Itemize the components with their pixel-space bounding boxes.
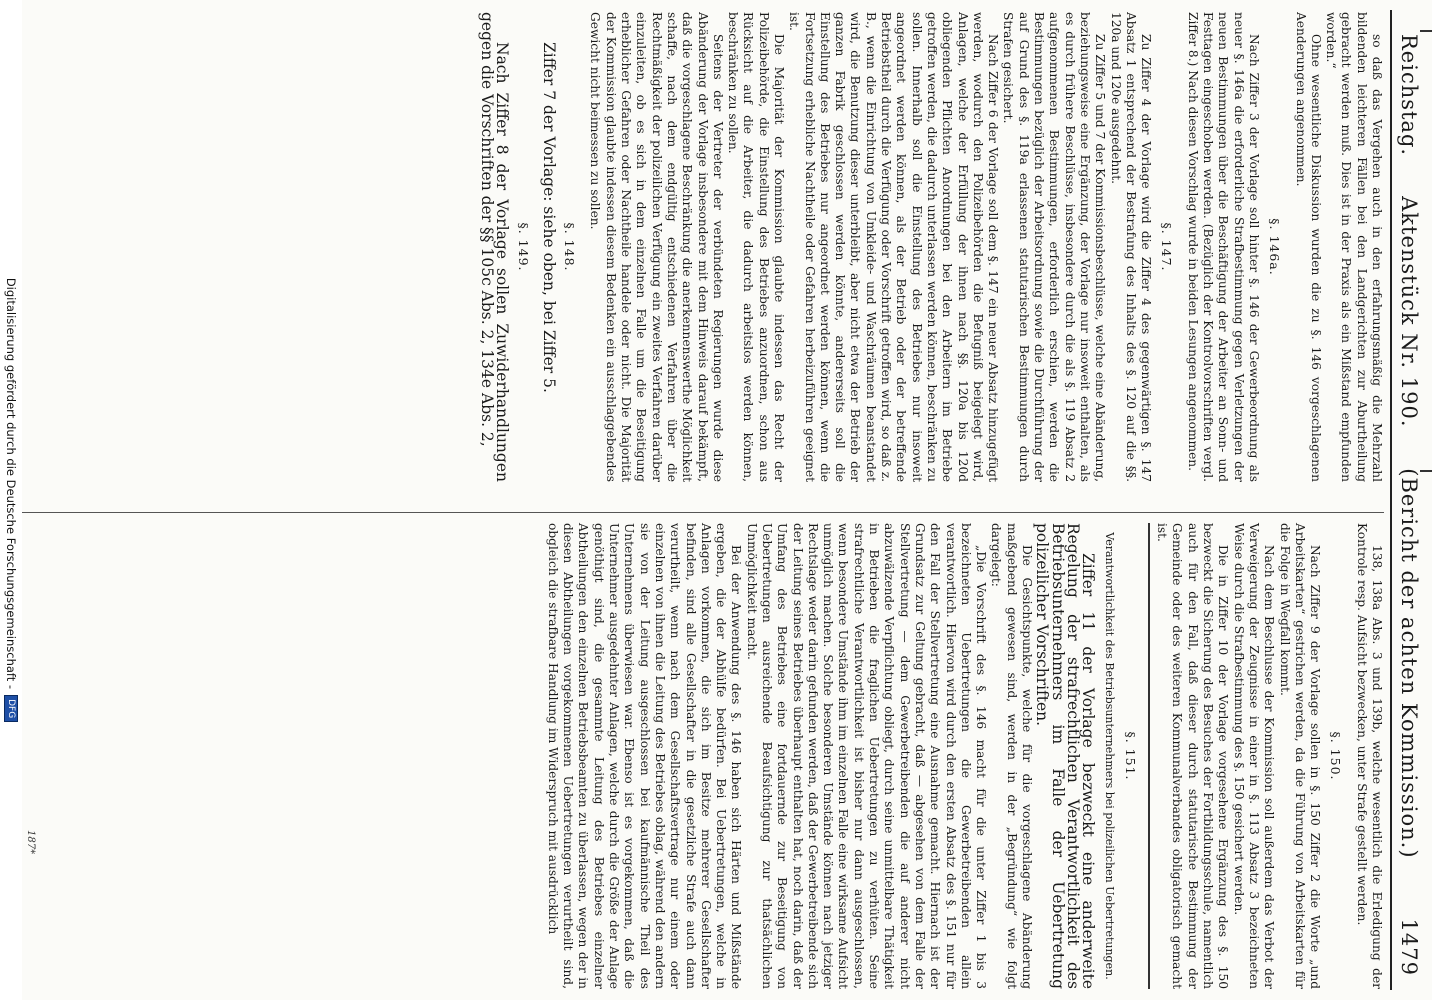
- page-header: [1390, 10, 1426, 990]
- paragraph: Zu Ziffer 4 der Vorlage wird die Ziffer 4 des gegenwärtigen §. 147 Absatz 1 entsprechend der Bestrafung des Inhalts des §. 120 auf die §§. 120a und 120e ausgedehnt.: [1108, 12, 1154, 482]
- paragraph: Seitens der Vertreter der verbündeten Regierungen wurde diese Abänderung der Vorlage insbesondere mit dem Hinweis darauf bekämpft, daß die vorgeschlagene Beschränkung die anerkennenswerthe Möglichkeit schaffe, nach dem endgültig entschiedenen Verfahren über die Rechtmäßigkeit der polizeilichen Verfügung ein zweites Verfahren darüber einzuleiten, ob es sich in dem einzelnen Falle um die Beseitigung erheblicher Gefahren oder Nachtheile handele oder nicht. Die Majorität der Kommission glaubte indessen diesem Bedenken ein ausschlaggebendes Gewicht nicht beimessen zu sollen.: [588, 12, 725, 482]
- text-column-left: [10, 12, 1384, 482]
- page-number: 1479: [1397, 918, 1421, 976]
- section-divider: [1148, 523, 1150, 989]
- paragraph: Die Gesichtspunkte, welche für die vorgeschlagene Abänderung maßgebend gewesen sind, werden in der „Begründung“ wie folgt dargelegt:: [989, 523, 1035, 989]
- dfg-logo: DFG: [4, 695, 18, 722]
- paragraph: Ziffer 7 der Vorlage: siehe oben, bei Ziffer 5.: [539, 42, 558, 393]
- section-heading: §. 148.: [562, 222, 578, 272]
- header-left-title: Reichstag.: [1397, 34, 1421, 157]
- paragraph: so daß das Vergehen auch in den erfahrungsmäßig die Mehrzahl bildenden leichteren Fällen bei den Landgerichten zur Aburtheilung gebracht werden muß. Dies ist in der Praxis als ein Mißstand empfunden worden.“: [1324, 12, 1384, 482]
- paragraph: Ohne wesentliche Diskussion wurden die zu §. 146 vorgeschlagenen Aenderungen angenommen.: [1293, 12, 1323, 482]
- paragraph: Die Majorität der Kommission glaubte indessen das Recht der Polizeibehörde, die Einstellung des Betriebes anzuordnen, schon aus Rücksicht auf die Arbeiter, die dadurch arbeitslos werden können, beschränken zu sollen.: [726, 12, 787, 482]
- paragraph: „Die Vorschrift des §. 146 macht für die unter Ziffer 1 bis 3 bezeichneten Uebertretungen die Gewerbetreibenden allein verantwortlich. Hiervon wird durch den ersten Absatz des §. 151 nur für den Fall der Stellvertretung eine Ausnahme gemacht. Hiernach ist der Grundsatz zur Geltung gebracht, daß — abgesehen von dem Falle der Stellvertretung — dem Gewerbetreibenden die auf anderer nicht abzuwälzende Verpflichtung obliegt, durch seine unmittelbare Thätigkeit in Betrieben die fraglichen Uebertretungen zu verhüten. Seine strafrechtliche Verantwortlichkeit ist bisher nur dann ausgeschlossen, wenn besondere Umstände ihm im einzelnen Falle eine wirksame Aufsicht unmöglich machen. Solche besonderen Umstände können nach jetziger Rechtslage weder darin gefunden werden, daß der Gewerbetreibende sich der Leitung seines Betriebes überhaupt enthalten hat, noch darin, daß der Umfang des Betriebes eine fortdauernde zur Beseitigung von Uebertretungen ausreichende Beaufsichtigung zur thatsächlichen Unmöglichkeit macht.: [744, 523, 989, 989]
- digitization-footer: [0, 0, 22, 1000]
- section-heading: §. 147.: [1159, 222, 1175, 272]
- paragraph: Zu Ziffer 5 und 7 der Kommissionsbeschlüsse, welche eine Abänderung, beziehungsweise eine Ergänzung, der Vorlage nur insoweit enthalten, als es durch frühere Beschlüsse, insbesondere durch die als §. 119 Absatz 2 aufgenommenen Bestimmungen, erforderlich erschien, werden die Bestimmungen bezüglich der Arbeitsordnung sowie die Durchführung der auf Grund des §. 119a erlassenen statutarischen Bestimmungen durch Strafen gesichert.: [1001, 12, 1108, 482]
- footer-text: Digitalisierung gefördert durch die Deutsche Forschungsgemeinschaft -: [4, 277, 18, 690]
- paragraph: Nach Ziffer 8 der Vorlage sollen Zuwiderhandlungen gegen die Vorschriften der §§ 105c Abs. 2, 134e Abs. 2,: [477, 12, 512, 482]
- paragraph: Nach Ziffer 9 der Vorlage sollen in §. 150 Ziffer 2 die Worte „und Arbeitskarten“ gestrichen werden, da die Führung von Arbeitskarten für die Folge in Wegfall kommt.: [1277, 523, 1323, 989]
- paragraph: Nach Ziffer 6 der Vorlage soll dem §. 147 ein neuer Absatz hinzugefügt werden, wodurch den Polizeibehörden die Befugniß beigelegt wird, Anlagen, welche der Erfüllung der ihnen nach §§. 120a bis 120d obliegenden Pflichten Anordnungen bei den Arbeitern im Betriebe getroffen werden, die dadurch unterlassen werden können, beschränken zu sollen. Innerhalb soll die Einstellung des Betriebes nur insoweit angeordnet werden können, als der Betrieb oder der betreffende Betriebstheil durch die Verfügung oder Vorschrift getroffen wird, so daß z. B., wenn die Einrichtung von Umkleide- und Waschräumen beanstandet wird, die Benutzung dieser unterbleibt, aber nicht etwa der Betrieb der ganzen Fabrik geschlossen werden könnte, andererseits soll die Einstellung des Betriebes nur angeordnet werden können, wenn die Fortsetzung erhebliche Nachtheile oder Gefahren herbeizuführen geeignet ist.: [787, 12, 1001, 482]
- section-heading: §. 151.: [1122, 731, 1138, 781]
- signature-mark: 187*: [25, 830, 36, 855]
- section-subheading: Verantwortlichkeit des Betriebsunternehmers bei polizeilichen Uebertretungen.: [1102, 532, 1116, 980]
- paragraph: Die in Ziffer 10 der Vorlage vorgesehene Ergänzung des §. 150 bezweckt die Sicherung des Besuches der Fortbildungsschule, namentlich auch für den Fall, daß dieser durch statutarische Bestimmung der Gemeinde oder des weiteren Kommunalverbandes obligatorisch gemacht ist.: [1155, 523, 1231, 989]
- paragraph: 138, 138a Abs. 3 und 139b, welche wesentlich die Erledigung der Kontrole resp. Aufsicht bezwecken, unter Strafe gestellt werden.: [1354, 523, 1384, 989]
- header-right-title: (Bericht der achten Kommission.): [1397, 468, 1421, 859]
- paragraph: Bei der Anwendung des §. 146 haben sich Härten und Mißstände ergeben, die der Abhülfe bedürfen. Bei Uebertretungen, welche in Anlagen vorkommen, die sich im Besitze mehrerer Gesellschafter befinden, sind alle Gesellschafter in die gesetzliche Strafe auch dann verurtheilt, wenn nach dem Gesellschaftsvertrage nur einem oder einzelnen von ihnen die Leitung des Betriebes oblag, während den andern sie von der Leitung ausgeschlossen bei kaufmännische Theil des Unternehmens überwiesen war. Ebenso ist es vorgekommen, daß die Unternehmer ausgedehnter Anlagen, welche durch die Größe der Anlage genöthigt sind, die gesammte Leitung des Betriebes einzelner Abtheilungen den einzelnen Betriebsbeamten zu überlassen, wegen der in diesen Abtheilungen vorgekommenen Uebertretungen verurtheilt sind, obgleich die strafbare Handlung im Widerspruch mit ausdrücklich: [545, 523, 744, 989]
- section-heading: §. 146a.: [1267, 218, 1283, 276]
- document-number: Aktenstück Nr. 190.: [1397, 196, 1421, 428]
- paragraph: Nach Ziffer 3 der Vorlage soll hinter §. 146 der Gewerbeordnung als neuer §. 146a die erforderliche Strafbestimmung gegen Verletzungen der neuen Bestimmungen über die Beschäftigung der Arbeiter an Sonn- und Festtagen eingeschoben werden. (Bezüglich der Kontrolvorschriften vergl. Ziffer 8.) Nach diesen Vorschlag wurde in beiden Lesungen angenommen.: [1185, 12, 1261, 482]
- section-heading: §. 150.: [1328, 731, 1344, 781]
- paragraph: Ziffer 11 der Vorlage bezweckt eine anderweite Regelung der strafrechtlichen Verantwortlichkeit des Betriebsunternehmers im Falle der Uebertretung polizeilicher Vorschriften.: [1033, 523, 1098, 989]
- text-column-right: [10, 512, 1384, 989]
- paragraph: Nach dem Beschlusse der Kommission soll außerdem das Verbot der Verweigerung der Zeugnisse in einer in §. 113 Absatz 3 bezeichneten Weise durch die Strafbestimmung des §. 150 gesichert werden.: [1231, 523, 1277, 989]
- section-heading: §. 149.: [515, 222, 531, 272]
